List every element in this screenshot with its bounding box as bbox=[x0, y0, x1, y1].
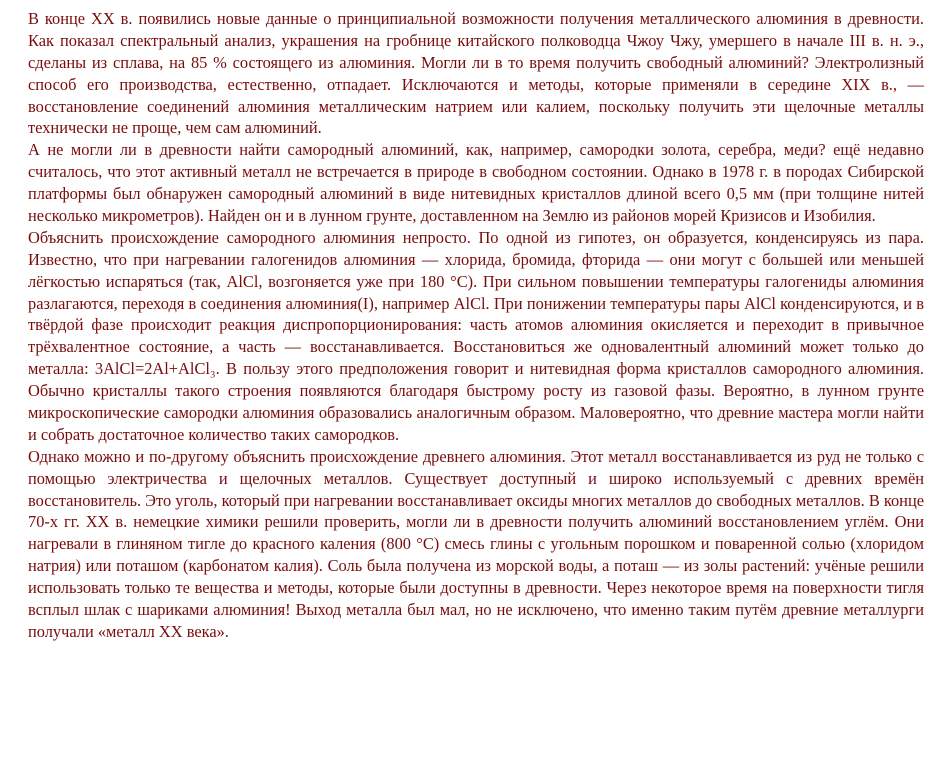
paragraph-4: Однако можно и по-другому объяснить происхождение древнего алюминия. Этот металл восстанавливается из руд не только с помощью электричества и щелочных металлов. Существует доступный и широко используемый с древних времён восстановитель. Это уголь, который при нагревании восстанавливает оксиды многих металлов до свободных металлов. В конце 70-х гг. XX в. немецкие химики решили проверить, могли ли в древности получить алюминий восстановлением углём. Они нагревали в глиняном тигле до красного каления (800 °С) смесь глины с угольным порошком и поваренной солью (хлоридом натрия) или поташом (карбонатом калия). Соль была получена из морской воды, а поташ — из золы растений: учёные решили использовать только те вещества и методы, которые были доступны в древности. Через некоторое время на поверхности тигля всплыл шлак с шариками алюминия! Выход металла был мал, но не исключено, что именно таким путём древние металлурги получали «металл XX века». bbox=[28, 446, 924, 641]
paragraph-1: В конце XX в. появились новые данные о принципиальной возможности получения металлического алюминия в древности. Как показал спектральный анализ, украшения на гробнице китайского полководца Чжоу Чжу, умершего в начале III в. н. э., сделаны из сплава, на 85 % состоящего из алюминия. Могли ли в то время получить свободный алюминий? Электролизный способ его производства, естественно, отпадает. Исключаются и методы, которые применяли в середине XIX в., — восстановление соединений алюминия металлическим натрием или калием, поскольку получить эти щелочные металлы технически не проще, чем сам алюминий. bbox=[28, 9, 924, 138]
paragraph-2: А не могли ли в древности найти самородный алюминий, как, например, самородки золота, серебра, меди? ещё недавно считалось, что этот активный металл не встречается в природе в свободном состоянии. Однако в 1978 г. в породах Сибирской платформы был обнаружен самородный алюминий в виде нитевидных кристаллов длиной всего 0,5 мм (при толщине нитей несколько микрометров). Найден он и в лунном грунте, доставленном на Землю из районов морей Кризисов и Изобилия. bbox=[28, 140, 924, 226]
document-body bbox=[28, 8, 924, 643]
paragraph-3: Объяснить происхождение самородного алюминия непросто. По одной из гипотез, он образуется, конденсируясь из пара. Известно, что при нагревании галогенидов алюминия — хлорида, бромида, фторида — они могут с большей или меньшей лёгкостью испаряться (так, AlCl, возгоняется уже при 180 °С). При сильном повышении температуры галогениды алюминия разлагаются, переходя в соединения алюминия(I), например AlCl. При понижении температуры пары AlCl конденсируются, и в твёрдой фазе происходит реакция диспропорционирования: часть атомов алюминия окисляется и переходит в привычное трёхвалентное состояние, а часть — восстанавливается. Восстановиться же одновалентный алюминий может только до металла: 3AlCl=2Al+AlCl₃. В пользу этого предположения говорит и нитевидная форма кристаллов самородного алюминия. Обычно кристаллы такого строения появляются благодаря быстрому росту из газовой фазы. Вероятно, в лунном грунте микроскопические самородки алюминия образовались аналогичным образом. Маловероятно, что древние мастера могли найти и собрать достаточное количество таких самородков. bbox=[28, 227, 924, 444]
